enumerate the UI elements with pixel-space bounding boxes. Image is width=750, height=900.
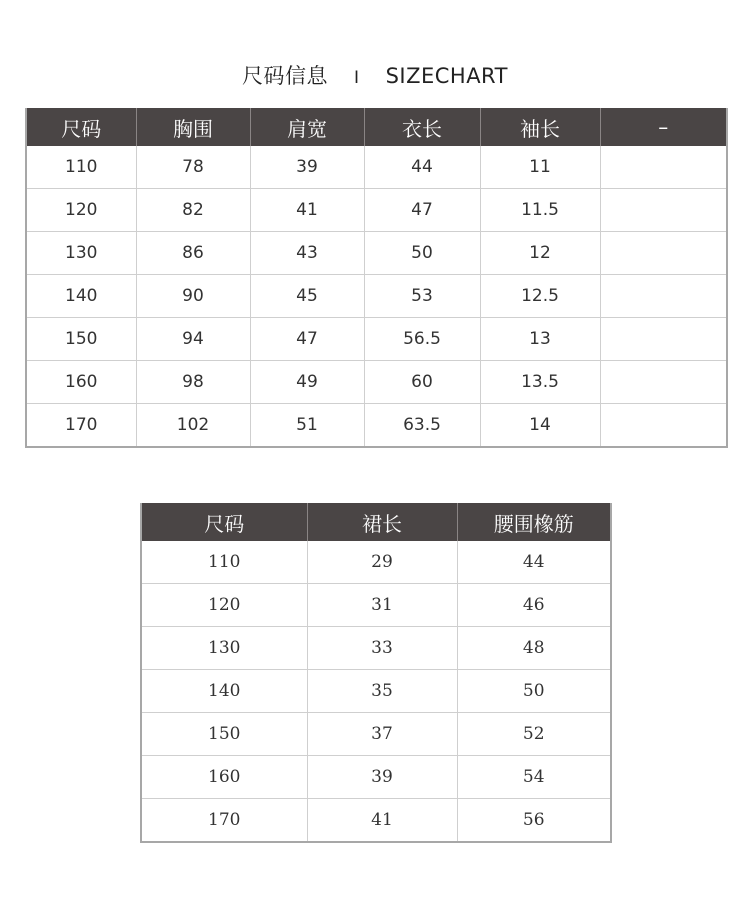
table-cell: 47	[364, 189, 480, 232]
table-cell: 29	[307, 541, 457, 584]
table-cell: 130	[26, 232, 136, 275]
table-row	[26, 232, 727, 275]
table-cell: 12	[480, 232, 600, 275]
page-title	[0, 60, 750, 90]
table-cell: 160	[26, 361, 136, 404]
table-cell: 78	[136, 146, 250, 189]
table-cell: 140	[26, 275, 136, 318]
table-cell: 11	[480, 146, 600, 189]
table-cell: 11.5	[480, 189, 600, 232]
table-cell: 49	[250, 361, 364, 404]
table-cell: 102	[136, 404, 250, 448]
table-cell: 90	[136, 275, 250, 318]
table-cell	[600, 275, 727, 318]
table-cell: 43	[250, 232, 364, 275]
table-cell: 170	[141, 799, 307, 843]
table-cell: 44	[364, 146, 480, 189]
column-header-extra: –	[600, 108, 727, 146]
table-row	[26, 404, 727, 448]
table-row	[141, 799, 611, 843]
table-cell: 56.5	[364, 318, 480, 361]
table-header-row	[141, 503, 611, 541]
table-cell: 120	[141, 584, 307, 627]
column-header-size: 尺码	[26, 108, 136, 146]
table-cell: 50	[457, 670, 611, 713]
table-cell: 45	[250, 275, 364, 318]
table-row	[141, 627, 611, 670]
table-cell: 56	[457, 799, 611, 843]
title-en: SIZECHART	[385, 64, 508, 88]
table-row	[26, 146, 727, 189]
table-cell: 52	[457, 713, 611, 756]
table-cell: 110	[208, 552, 241, 572]
table-cell: 82	[136, 189, 250, 232]
column-header-size: 尺码	[141, 503, 307, 541]
table-row	[141, 541, 611, 584]
table-cell: 44	[457, 541, 611, 584]
table-cell: 60	[364, 361, 480, 404]
table-cell: 94	[136, 318, 250, 361]
table-cell	[600, 361, 727, 404]
table-cell: 48	[457, 627, 611, 670]
column-header-sleeve: 袖长	[480, 108, 600, 146]
table-cell: 150	[26, 318, 136, 361]
table-cell: 150	[141, 713, 307, 756]
table-cell: 140	[141, 670, 307, 713]
title-separator: I	[354, 68, 360, 88]
table-cell	[600, 318, 727, 361]
table-cell	[600, 404, 727, 448]
bottom-size-table	[140, 503, 612, 843]
table-cell: 47	[250, 318, 364, 361]
table-cell: 12.5	[480, 275, 600, 318]
table-row	[141, 670, 611, 713]
table-cell: 54	[457, 756, 611, 799]
table-cell: 39	[307, 756, 457, 799]
table-cell: 63.5	[364, 404, 480, 448]
table-cell	[600, 146, 727, 189]
table-cell: 120	[26, 189, 136, 232]
table-cell: 13	[480, 318, 600, 361]
table-cell: 41	[307, 799, 457, 843]
column-header-length: 衣长	[364, 108, 480, 146]
title-cn: 尺码信息	[242, 64, 329, 88]
table-cell: 98	[136, 361, 250, 404]
table-row	[26, 275, 727, 318]
column-header-waist-elastic: 腰围橡筋	[457, 503, 611, 541]
table-cell: 46	[457, 584, 611, 627]
table-cell: 31	[307, 584, 457, 627]
table-row	[26, 361, 727, 404]
table-row	[141, 756, 611, 799]
table-row	[26, 189, 727, 232]
column-header-skirt-length: 裙长	[307, 503, 457, 541]
table-cell: 35	[307, 670, 457, 713]
table-row	[26, 318, 727, 361]
table-cell: 39	[250, 146, 364, 189]
table-row	[141, 584, 611, 627]
column-header-shoulder: 肩宽	[250, 108, 364, 146]
table-cell: 50	[364, 232, 480, 275]
top-size-table	[25, 108, 728, 448]
table-cell: 13.5	[480, 361, 600, 404]
table-cell: 86	[136, 232, 250, 275]
table-cell	[600, 232, 727, 275]
table-cell: 14	[480, 404, 600, 448]
table-cell: 53	[364, 275, 480, 318]
table-cell: 130	[141, 627, 307, 670]
table-cell: 33	[307, 627, 457, 670]
table-row	[141, 713, 611, 756]
table-cell: 170	[26, 404, 136, 448]
table-cell: 51	[250, 404, 364, 448]
table-cell	[600, 189, 727, 232]
table-cell: 41	[250, 189, 364, 232]
table-cell: 110	[65, 157, 98, 177]
table-header-row	[26, 108, 727, 146]
table-cell: 37	[307, 713, 457, 756]
table-cell: 160	[141, 756, 307, 799]
column-header-chest: 胸围	[136, 108, 250, 146]
